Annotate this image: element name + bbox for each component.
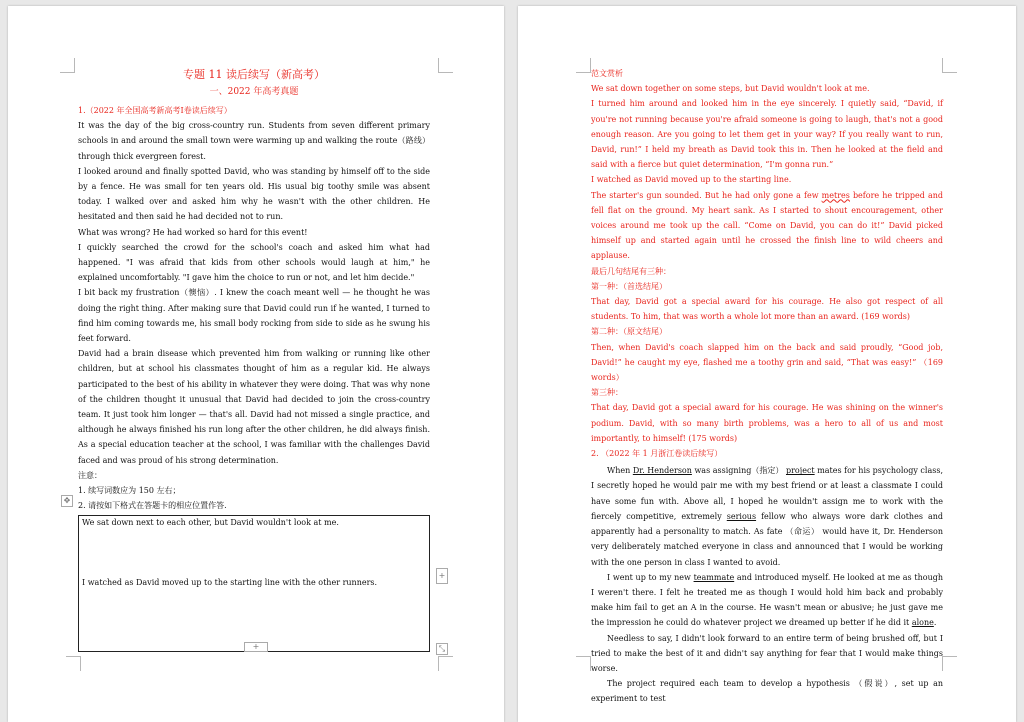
passage-paragraph: Needless to say, I didn't look forward to an entire term of being brushed off, but I tried to make the best of it and didn't say anything for fear that I would make things worse. [591, 633, 943, 673]
passage-paragraph: What was wrong? He had worked so hard for this event! [78, 227, 308, 237]
margin-mark-bottom-left [66, 656, 81, 671]
sample-paragraph: I watched as David moved up to the starting line. [591, 175, 792, 185]
sample-paragraph: We sat down together on some steps, but David wouldn't look at me. [591, 84, 870, 94]
add-row-button[interactable]: + [244, 642, 268, 652]
margin-mark-top-left [576, 58, 591, 73]
question-1-label: 1.（2022 年全国高考新高考Ⅰ卷读后续写） [78, 106, 232, 115]
passage-paragraph: The project required each team to develop a hypothesis （假说）, set up an experiment to test [591, 679, 943, 704]
ending-1-text: That day, David got a special award for his courage. He also got respect of all students. To him, that was worth a whole lot more than an award. (169 words) [591, 297, 943, 322]
add-column-button[interactable]: + [436, 568, 448, 584]
passage-paragraph: I went up to my new teammate and introduced myself. He looked at me as though I weren't there. I felt he treated me as though I would hold him back and probably make him fail to get an A in the course. He wasn't mean or abusive; he just gave me the impression he could do whatever project we dreamed up better if he did it alone. [591, 572, 943, 628]
answer-prompt-2: I watched as David moved up to the starting line with the other runners. [82, 578, 378, 588]
margin-mark-top-right [438, 58, 453, 73]
page1-body [78, 66, 430, 652]
document-title: 专题 11 读后续写（新高考） [183, 68, 325, 81]
passage-paragraph: It was the day of the big cross-country run. Students from seven different primary schools in and around the small town were warming up and walking the route（路线）through thick evergreen forest. [78, 121, 430, 161]
sample-essay-label: 范文赏析 [591, 69, 623, 78]
ending-1-label: 第一种：（首选结尾） [591, 281, 667, 291]
document-page-1 [8, 6, 504, 722]
table-resize-handle-icon[interactable]: ⤡ [436, 643, 448, 655]
ending-2-text: Then, when David's coach slapped him on the back and said proudly, “Good job, David!” he caught my eye, flashed me a toothy grin and said, “That was easy!” （169 words） [591, 342, 943, 383]
page2-body [591, 66, 943, 707]
question-2-label: 2. （2022 年 1 月浙江卷读后续写） [591, 449, 723, 459]
table-move-handle-icon[interactable]: ✥ [61, 495, 73, 507]
margin-mark-top-right [942, 58, 957, 73]
margin-mark-bottom-right [438, 656, 453, 671]
margin-mark-bottom-right [942, 656, 957, 671]
ending-3-label: 第三种： [591, 388, 623, 398]
passage-paragraph: I bit back my frustration（懊恼）. I knew the coach meant well — he thought he was doing the right thing. After making sure that David could run if he wanted, I turned to find him coming towards me, his small body rocking from side to side as he swung his feet forward. [78, 288, 430, 344]
answer-table[interactable] [78, 515, 430, 652]
passage-paragraph: David had a brain disease which prevented him from walking or running like other children, but at school his classmates thought of him as a regular kid. He always participated to the best of his ability in whatever they were doing. That was why none of the children thought it unusual that David had decided to join the cross-country team. It just took him longer — that's all. David had not missed a single practice, and although he always finished his run long after the other children, he did always finish. As a special education teacher at the school, I was familiar with the challenges David faced and was proud of his strong determination. [78, 349, 430, 465]
ending-2-label: 第二种：（原文结尾） [591, 327, 667, 337]
passage-paragraph: I quickly searched the crowd for the school's coach and asked him what had happened. "I was afraid that kids from other schools would laugh at him," he explained uncomfortably. "I gave him the choice to run or not, and let him decide." [78, 242, 430, 283]
endings-label: 最后几句结尾有三种： [591, 266, 671, 276]
spelling-flag: metres [821, 190, 850, 200]
document-page-2 [518, 6, 1016, 722]
notes-title: 注意： [78, 470, 102, 480]
sample-paragraph: The starter's gun sounded. But he had only gone a few metres before he tripped and fell flat on the ground. My heart sank. As I started to shout encouragement, other voices around me took up the call. “Come on David, you can do it!” David picked himself up and started again until he crossed the finish line to wild cheers and applause. [591, 190, 944, 261]
note-item: 2. 请按如下格式在答题卡的相应位置作答. [78, 501, 227, 511]
passage-paragraph: I looked around and finally spotted David, who was standing by himself off to the side by a fence. He was small for ten years old. His usual big toothy smile was absent today. I walked over and asked him why he wasn't with the other children. He hesitated and then said he had decided not to run. [78, 166, 430, 222]
passage-paragraph: When Dr. Henderson was assigning（指定） project mates for his psychology class, I secretly hoped he would pair me with my best friend or at least a classmate I could have some fun with. Above all, I hoped he wouldn't assign me to work with the fiercely competitive, extremely serious fellow who always wore dark clothes and apparently had a personality to match. As fate （命运） would have it, Dr. Henderson very deliberately matched everyone in class and announced that I would be working with the one person in class I wanted to avoid. [591, 466, 943, 567]
margin-mark-bottom-left [576, 656, 591, 671]
note-item: 1. 续写词数应为 150 左右； [78, 486, 181, 496]
margin-mark-top-left [60, 58, 75, 73]
section-heading: 一、2022 年高考真题 [209, 87, 299, 97]
sample-paragraph: I turned him around and looked him in the eye sincerely. I quietly said, “David, if you're not running because you're afraid someone is going to laugh, that's not a good enough reason. Are you going to let them get in your way? If you really want to run, David, run!” I held my breath as David took this in. Then he looked at the field and said with a fierce but quiet determination, “I'm gonna run.” [591, 99, 943, 170]
answer-prompt-1: We sat down next to each other, but David wouldn't look at me. [82, 518, 339, 528]
ending-3-text: That day, David got a special award for his courage. He was shining on the winner's podium. David, with so many birth problems, was a hero to all of us and most importantly, to himself! (175 words) [591, 403, 943, 443]
